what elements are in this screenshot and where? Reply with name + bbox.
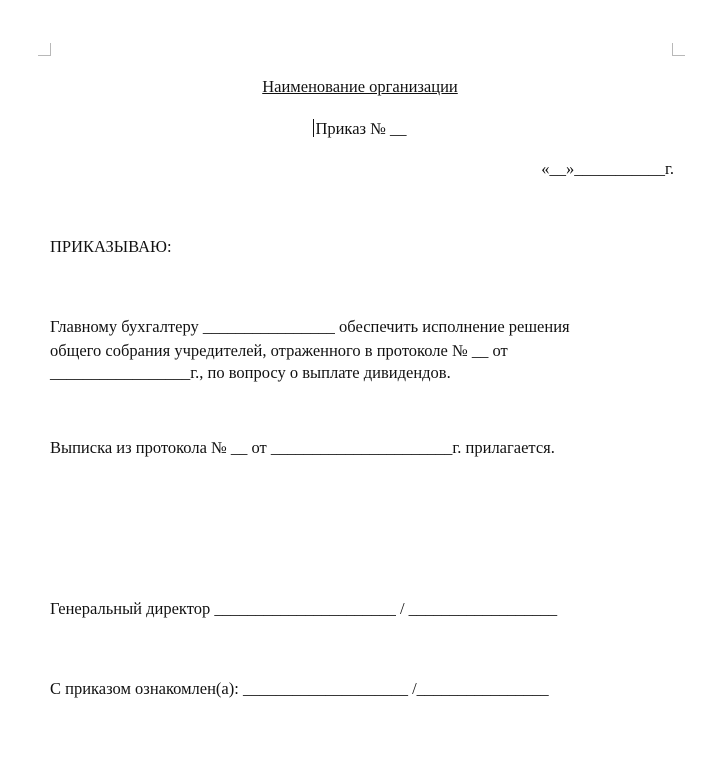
date-line: «__»___________г. [541,159,674,178]
acquainted-signature-line: С приказом ознакомлен(а): ____________________ /________________ [50,679,549,698]
order-title-line[interactable] [0,118,720,140]
organization-name: Наименование организации [262,77,458,96]
order-word: ПРИКАЗЫВАЮ: [50,237,172,256]
paragraph-line-1: Главному бухгалтеру ________________ обеспечить исполнение решения [50,317,570,336]
order-title: Приказ № __ [315,119,407,138]
paragraph-line-2: общего собрания учредителей, отраженного в протоколе № __ от [50,341,508,360]
margin-corner-top-left [38,43,51,56]
director-signature-line: Генеральный директор ______________________ / __________________ [50,599,558,618]
extract-line: Выписка из протокола № __ от ______________________г. прилагается. [50,438,555,457]
paragraph-line-3: _________________г., по вопросу о выплате дивидендов. [50,363,451,382]
margin-corner-top-right [672,43,685,56]
